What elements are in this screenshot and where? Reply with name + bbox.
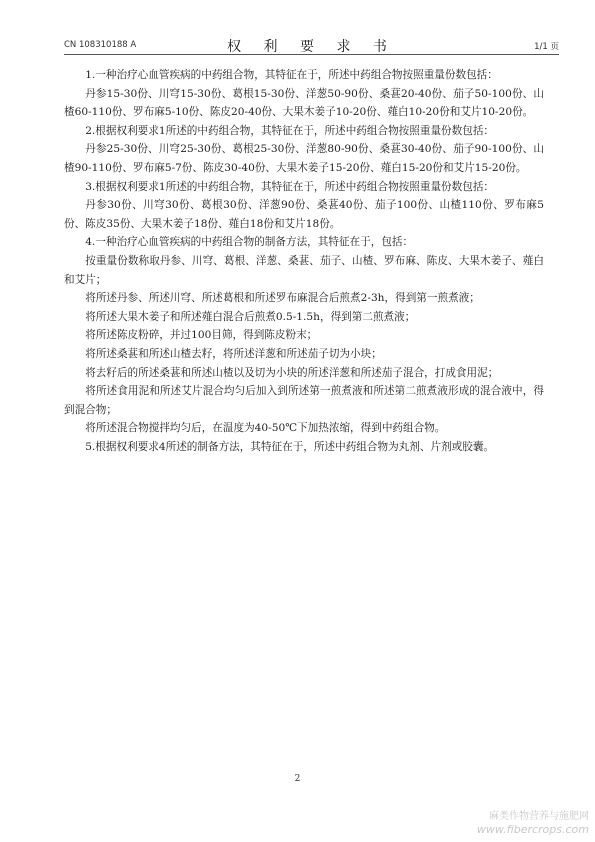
claim-paragraph: 将去籽后的所述桑葚和所述山楂以及切为小块的所述洋葱和所述茄子混合，打成食用泥；: [85, 366, 499, 379]
claim-paragraph: 3.根据权利要求1所述的中药组合物，其特征在于，所述中药组合物按照重量份数包括：: [85, 180, 495, 193]
claim-paragraph: 按重量份数称取丹参、川穹、葛根、洋葱、桑葚、茄子、山楂、罗布麻、陈皮、大果木姜子、薤白和艾片；: [64, 254, 544, 286]
page-title: 权 利 要 求 书: [227, 39, 396, 55]
claims-body: [64, 66, 544, 456]
claim-paragraph: 将所述陈皮粉碎，并过100目筛，得到陈皮粉末；: [85, 329, 318, 342]
claim-paragraph: 将所述食用泥和所述艾片混合均匀后加入到所述第一煎煮液和所述第二煎煮液形成的混合液中，得到混合物；: [64, 385, 544, 416]
claim-paragraph: 2.根据权利要求1所述的中药组合物，其特征在于，所述中药组合物按照重量份数包括：: [85, 124, 495, 137]
watermark: [477, 810, 589, 836]
claim-paragraph: 5.根据权利要求4所述的制备方法，其特征在于，所述中药组合物为丸剂、片剂或胶囊。: [85, 440, 495, 453]
watermark-site-url: www.fibercrops.com: [476, 823, 589, 836]
page-count: 1/1 页: [534, 42, 559, 52]
claim-paragraph: 将所述混合物搅拌均匀后，在温度为40-50℃下加热浓缩，得到中药组合物。: [85, 422, 446, 435]
page-number: 2: [294, 774, 301, 784]
claim-paragraph: 将所述桑葚和所述山楂去籽，将所述洋葱和所述茄子切为小块；: [85, 347, 382, 360]
watermark-site-name: 麻类作物营养与施肥网: [489, 811, 589, 822]
document-number: CN 108310188 A: [64, 40, 137, 50]
claim-paragraph: 将所述大果木姜子和所述薤白混合后煎煮0.5-1.5h，得到第二煎煮液；: [85, 310, 416, 323]
page-header: [64, 36, 559, 55]
claim-paragraph: 1.一种治疗心血管疾病的中药组合物，其特征在于，所述中药组合物按照重量份数包括：: [85, 69, 498, 81]
claim-paragraph: 丹参15-30份、川穹15-30份、葛根15-30份、洋葱50-90份、桑葚20-40份、茄子50-100份、山楂60-110份、罗布麻5-10份、陈皮20-40份、大果木姜子10-20份、薤白10-20份和艾片10-20份。: [64, 87, 544, 119]
claim-paragraph: 4.一种治疗心血管疾病的中药组合物的制备方法，其特征在于，包括：: [85, 236, 414, 249]
claim-paragraph: 丹参30份、川穹30份、葛根30份、洋葱90份、桑葚40份、茄子100份、山楂110份、罗布麻5份、陈皮35份、大果木姜子18份、薤白18份和艾片18份。: [64, 199, 544, 230]
claim-paragraph: 将所述丹参、所述川穹、所述葛根和所述罗布麻混合后煎煮2-3h，得到第一煎煮液；: [85, 292, 480, 305]
claim-paragraph: 丹参25-30份、川穹25-30份、葛根25-30份、洋葱80-90份、桑葚30-40份、茄子90-100份、山楂90-110份、罗布麻5-7份、陈皮30-40份、大果木姜子15-20份、薤白15-20份和艾片15-20份。: [64, 143, 544, 174]
